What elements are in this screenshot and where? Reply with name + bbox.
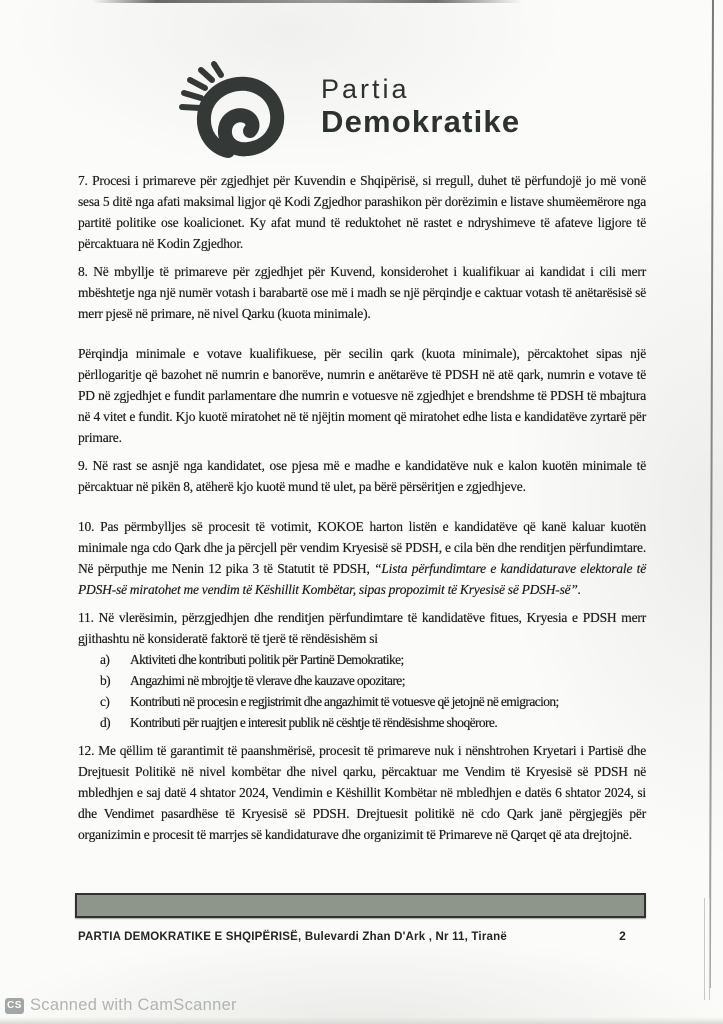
footer-address: PARTIA DEMOKRATIKE E SHQIPËRISË, Bulevardi Zhan D'Ark , Nr 11, Tiranë bbox=[78, 931, 507, 943]
page-number: 2 bbox=[619, 929, 626, 943]
paragraph-7: 7. Procesi i primareve për zgjedhjet për Kuvendin e Shqipërisë, si rregull, duhet të përfundojë jo më vonë sesa 5 ditë nga afati maksimal ligjor që Kodi Zgjedhor parashikon për dorëzimin e listave shumëemërore nga partitë politike ose koalicionet. Ky afat mund të reduktohet në rastet e ndryshimeve të afateve ligjore të përcaktuara në Kodin Zgjedhor. bbox=[78, 173, 646, 251]
list-item-c bbox=[78, 691, 646, 712]
paragraph-10-statute-quote: “Lista përfundimtare e kandidaturave elektorale të PDSH-së miratohet me vendim të Këshillit Kombëtar, sipas propozimit të Kryesisë së PDSH-së”. bbox=[78, 561, 647, 597]
paragraph-11-list bbox=[78, 649, 646, 733]
camscanner-watermark bbox=[5, 996, 237, 1015]
camscanner-icon: CS bbox=[5, 998, 24, 1014]
paragraph-8: 8. Në mbyllje të primareve për zgjedhjet për Kuvend, konsiderohet i kualifikuar ai kandidat i cili merr mbështetje nga një numër votash i barabartë ose më i madh se një përqindje e caktuar votash të anëtarësisë së merr pjesë në primare, në nivel Qarku (kuota minimale). bbox=[78, 264, 646, 321]
paragraph-9: 9. Në rast se asnjë nga kandidatet, ose pjesa më e madhe e kandidatëve nuk e kalon kuotën minimale të përcaktuar në pikën 8, atëherë kjo kuotë mund të ulet, pa bërë përsëritjen e zgjedhjeve. bbox=[78, 458, 646, 494]
list-item-label: b) bbox=[100, 673, 111, 688]
paragraph-10 bbox=[78, 516, 646, 600]
paragraph-10-normal: 10. Pas përmbylljes së procesit të votimit, KOKOE harton listën e kandidatëve që kanë kaluar kuotën minimale nga cdo Qark dhe ja përcjell për vendim Kryesisë së PDSH, e cila bën dhe renditjen përfundimtare. Në përputhje me Nenin 12 pika 3 të Statutit të PDSH, bbox=[78, 519, 646, 576]
list-item-label: c) bbox=[100, 694, 110, 709]
party-name-line1: Partia bbox=[321, 74, 410, 104]
scan-artifact-right-faint-line bbox=[709, 898, 710, 1000]
paragraph-12: 12. Me qëllim të garantimit të paanshmërisë, procesit të primareve nuk i nënshtrohen Kryetari i Partisë dhe Drejtuesit Politikë në nivel kombëtar dhe nivel qarku, përcaktuar me Vendim të Kryesisë së PDSH në mbledhjen e saj datë 4 shtator 2024, Vendimin e Këshillit Kombëtar në mbledhjen e datës 6 shtator 2024, si dhe Vendimet pasardhëse të Kryesisë së PDSH. Drejtuesit politikë në cdo Qark janë përgjegjës për organizimin e procesit të marrjes së kandidaturave dhe organizimit të Primareve në Qarqet që ata drejtojnë. bbox=[78, 743, 646, 842]
party-logo-icon bbox=[174, 57, 302, 159]
list-item-text: Aktiviteti dhe kontributi politik për Partinë Demokratike; bbox=[130, 652, 404, 667]
list-item-b bbox=[78, 670, 646, 691]
list-item-text: Kontributi në procesin e regjistrimit dhe angazhimit të votuesve që jetojnë në emigracion; bbox=[130, 694, 559, 709]
footer-divider-bar bbox=[75, 893, 646, 918]
camscanner-watermark-text: Scanned with CamScanner bbox=[30, 996, 237, 1014]
paragraph-11-intro: 11. Në vlerësimin, përzgjedhjen dhe renditjen përfundimtare të kandidatëve fitues, Kryesia e PDSH merr gjithashtu në konsideratë faktorë të tjerë të rëndësishëm si bbox=[78, 610, 646, 646]
list-item-text: Kontributi për ruajtjen e interesit publik në cështje të rëndësishme shoqërore. bbox=[130, 715, 498, 730]
party-name bbox=[321, 74, 520, 140]
scan-artifact-top-edge bbox=[92, 0, 522, 3]
list-item-label: a) bbox=[100, 652, 110, 667]
party-name-line2: Demokratike bbox=[321, 104, 521, 139]
scan-artifact-right-edge bbox=[709, 0, 714, 988]
list-item-text: Angazhimi në mbrojtje të vlerave dhe kauzave opozitare; bbox=[130, 673, 405, 688]
footer bbox=[78, 929, 646, 943]
list-item-label: d) bbox=[100, 715, 111, 730]
scan-artifact-bottom-shadow bbox=[0, 1017, 723, 1024]
paragraph-quota: Përqindja minimale e votave kualifikuese, për secilin qark (kuota minimale), përcaktohet sipas një përllogaritje që bazohet në numrin e banorëve, numrin e anëtarëve të PDSH në atë qark, numrin e votave të PD në zgjedhjet e fundit parlamentare dhe numrin e votuesve në zgjedhjet e brendshme të PDSH të mbajtura në 4 vitet e fundit. Kjo kuotë miratohet në të njëjtin moment që miratohet edhe lista e kandidatëve zyrtarë për primare. bbox=[78, 346, 646, 445]
scan-artifact-right-faint-line bbox=[704, 898, 705, 1000]
document-body bbox=[78, 170, 646, 852]
list-item-a bbox=[78, 649, 646, 670]
list-item-d bbox=[78, 712, 646, 733]
